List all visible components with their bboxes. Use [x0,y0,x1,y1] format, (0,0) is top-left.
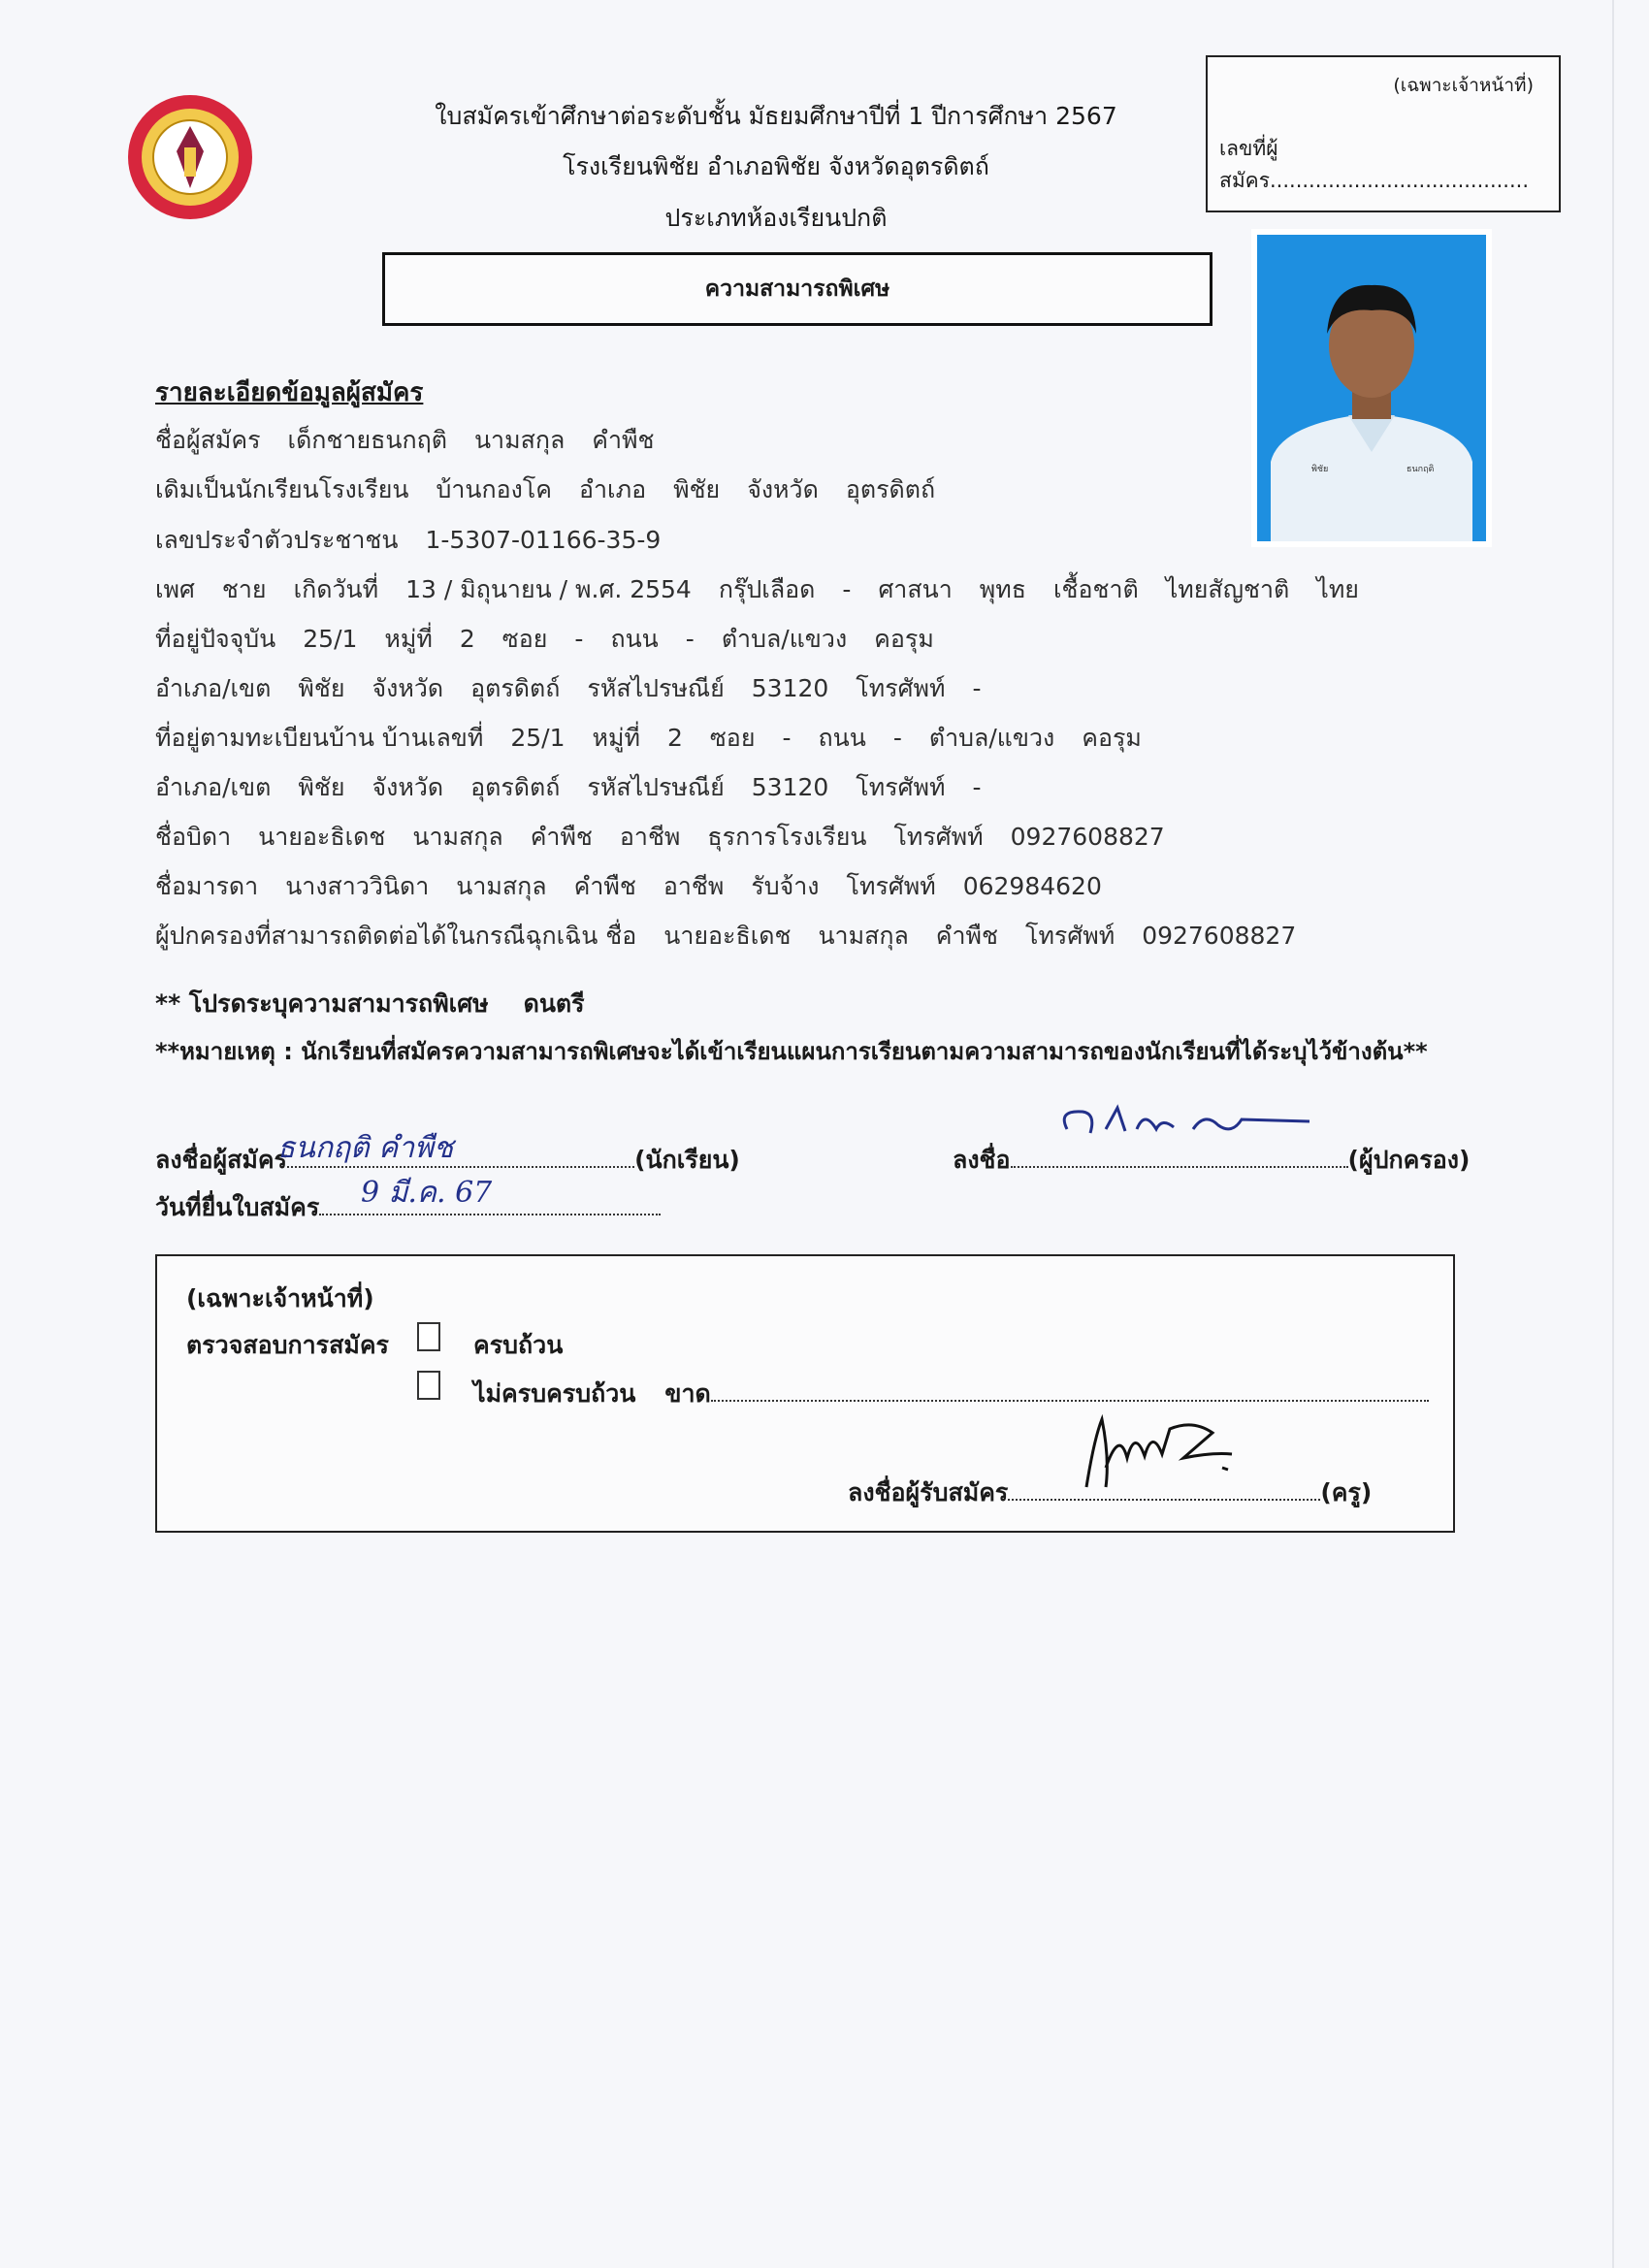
special-ability-label: ** โปรดระบุความสามารถพิเศษ [155,989,489,1018]
applicant-photo [1251,229,1492,547]
applicant-name-row: ชื่อผู้สมัคร เด็กชายธนกฤติ นามสกุล คำพืช [155,426,655,454]
complete-label: ครบถ้วน [473,1331,564,1359]
receiver-signature [1077,1400,1261,1497]
guardian-signature-row: ลงชื่อ (ผู้ปกครอง) [953,1146,1471,1174]
staff-check-box [155,1254,1455,1533]
form-title: ใบสมัครเข้าศึกษาต่อระดับชั้น มัธยมศึกษาปีที่ 1 ปีการศึกษา 2567 [435,102,1117,130]
guardian-signature [1048,1090,1319,1158]
details-section-title: รายละเอียดข้อมูลผู้สมัคร [155,378,424,407]
mother-row: ชื่อมารดา นางสาววินิดา นามสกุล คำพืช อาชีพ รับจ้าง โทรศัพท์ 062984620 [155,872,1102,900]
incomplete-checkbox[interactable] [417,1371,440,1400]
id-card-row: เลขประจำตัวประชาชน 1-5307-01166-35-9 [155,526,662,554]
school-logo [126,93,254,221]
father-row: ชื่อบิดา นายอะธิเดช นามสกุล คำพืช อาชีพ ธุรการโรงเรียน โทรศัพท์ 0927608827 [155,823,1165,851]
previous-school-row: เดิมเป็นนักเรียนโรงเรียน บ้านกองโค อำเภอ พิชัย จังหวัด อุตรดิตถ์ [155,475,936,503]
office-title: (เฉพาะเจ้าหน้าที่) [1393,75,1534,96]
school-line: โรงเรียนพิชัย อำเภอพิชัย จังหวัดอุตรดิตถ์ [563,152,989,180]
registered-address-row-1: ที่อยู่ตามทะเบียนบ้าน บ้านเลขที่ 25/1 หมู่ที่ 2 ซอย - ถนน - ตำบล/แขวง คอรุม [155,724,1142,752]
complete-checkbox[interactable] [417,1322,440,1351]
receiver-signature-row: ลงชื่อผู้รับสมัคร (ครู) [848,1478,1373,1507]
submission-date-handwritten: 9 มี.ค. 67 [361,1176,493,1210]
guardian-row: ผู้ปกครองที่สามารถติดต่อได้ในกรณีฉุกเฉิน ชื่อ นายอะธิเดช นามสกุล คำพืช โทรศัพท์ 0927608827 [155,922,1297,950]
staff-box-title: (เฉพาะเจ้าหน้าที่) [186,1284,374,1312]
class-type: ประเภทห้องเรียนปกติ [664,204,888,232]
special-ability-row [155,985,585,1023]
application-number-field[interactable]: เลขที่ผู้สมัคร........................................ [1219,137,1529,192]
incomplete-row: ไม่ครบครบถ้วน ขาด [473,1375,1429,1413]
page-edge [1612,0,1614,2268]
current-address-row-1: ที่อยู่ปัจจุบัน 25/1 หมู่ที่ 2 ซอย - ถนน - ตำบล/แขวง คอรุม [155,625,934,653]
applicant-signature: ธนกฤติ คำพืช [277,1131,454,1165]
personal-info-row: เพศ ชาย เกิดวันที่ 13 / มิถุนายน / พ.ศ. 2554 กรุ๊ปเลือด - ศาสนา พุทธ เชื้อชาติ ไทยสัญชาติ ไทย [155,575,1359,603]
registered-address-row-2: อำเภอ/เขต พิชัย จังหวัด อุตรดิตถ์ รหัสไปรษณีย์ 53120 โทรศัพท์ - [155,773,982,801]
special-ability-value: ดนตรี [523,989,585,1018]
photo-badge-right: ธนกฤติ [1406,465,1435,474]
check-application-label: ตรวจสอบการสมัคร [186,1331,389,1359]
category-box: ความสามารถพิเศษ [382,252,1212,326]
photo-badge-left: พิชัย [1311,465,1329,474]
note-row: **หมายเหตุ : นักเรียนที่สมัครความสามารถพิเศษจะได้เข้าเรียนแผนการเรียนตามความสามารถของนักเรียนที่ได้ระบุไว้ข้างต้น** [155,1038,1428,1065]
applicant-signature-row: ลงชื่อผู้สมัคร (นักเรียน) [155,1146,740,1174]
office-use-box [1206,55,1561,212]
submission-date-row: วันที่ยื่นใบสมัคร [155,1188,661,1227]
current-address-row-2: อำเภอ/เขต พิชัย จังหวัด อุตรดิตถ์ รหัสไปรษณีย์ 53120 โทรศัพท์ - [155,674,982,702]
